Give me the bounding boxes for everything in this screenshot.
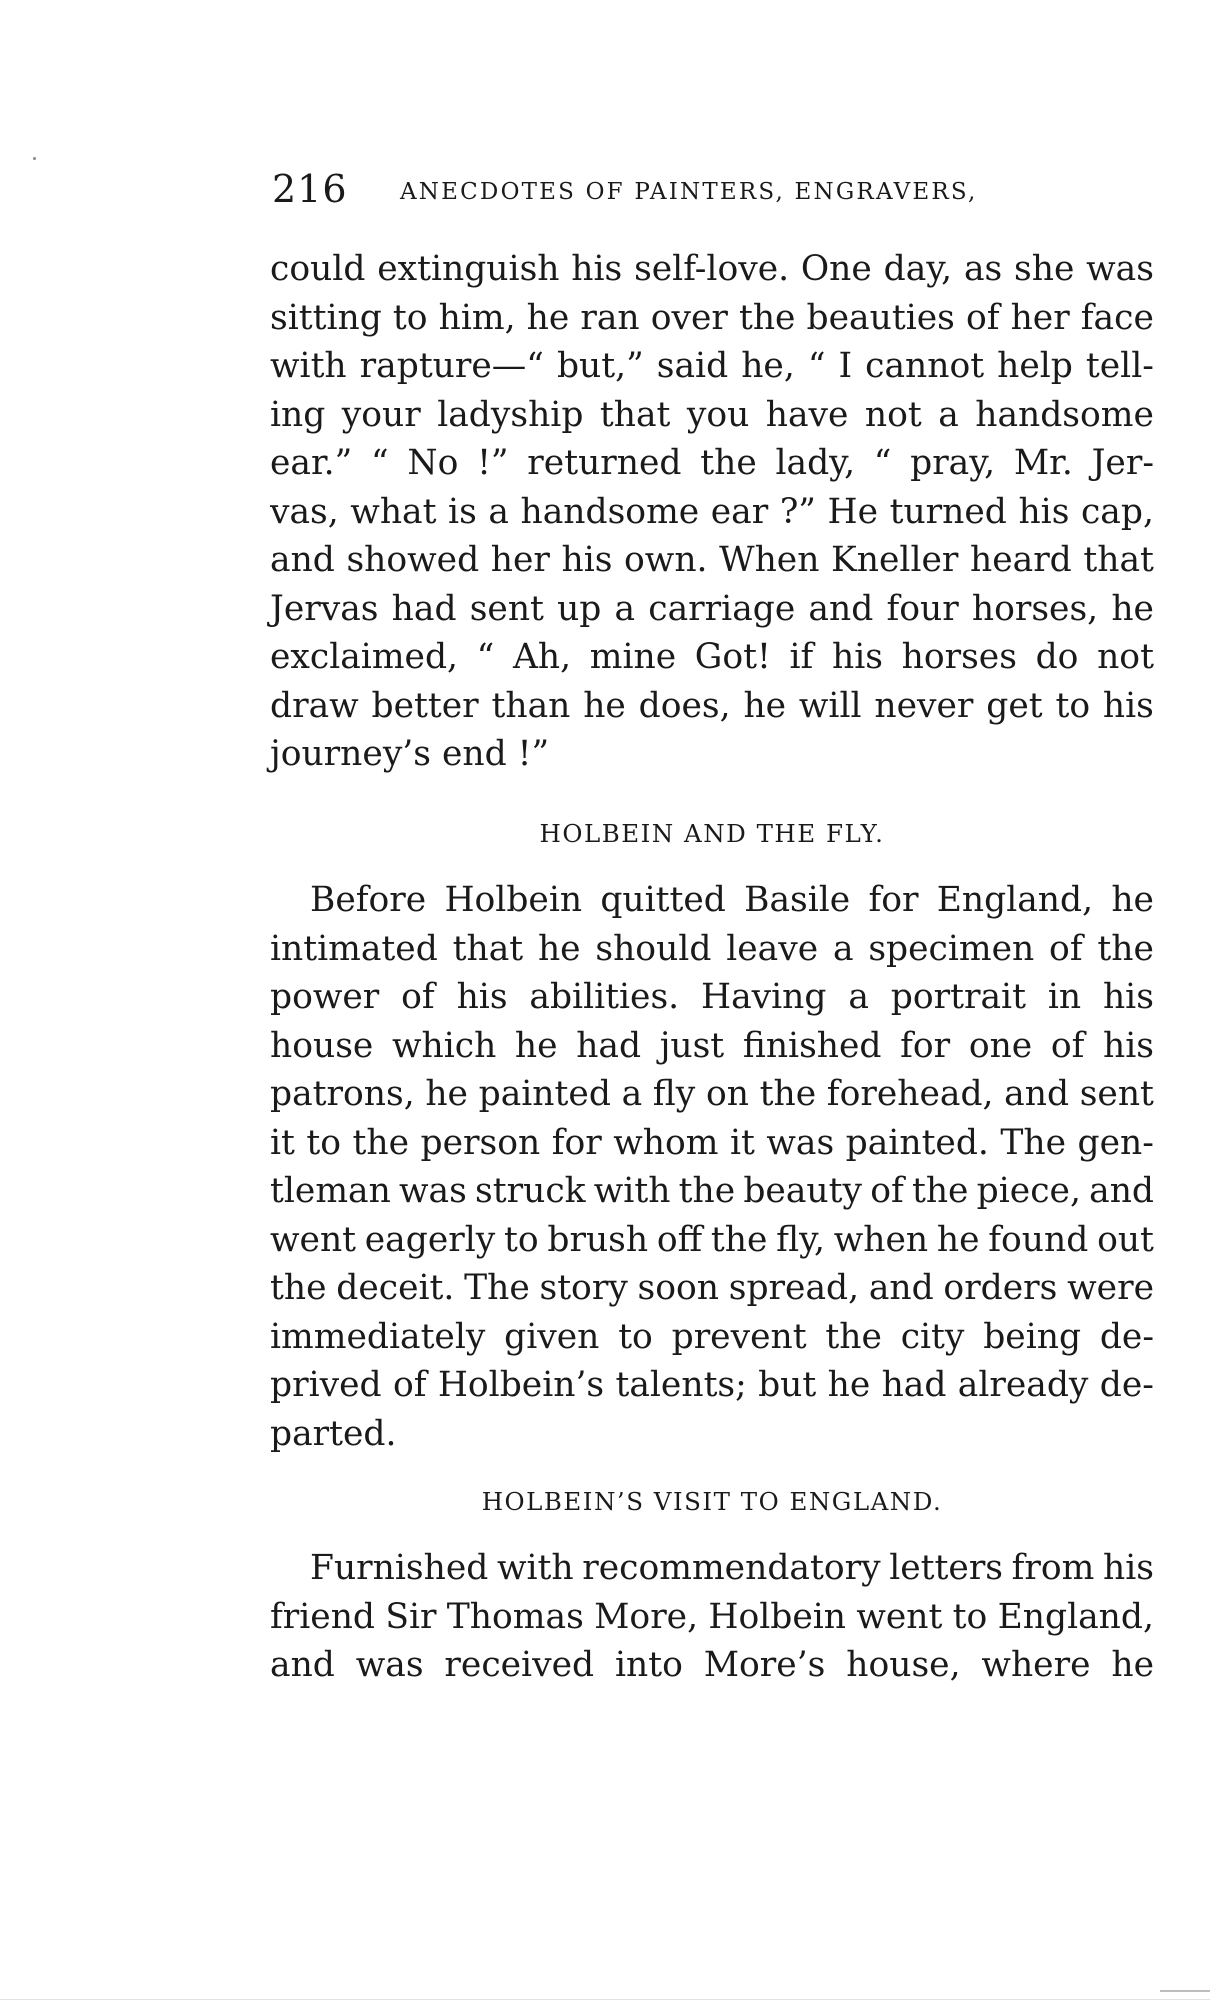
text-line: Before Holbein quitted Basile for England, he bbox=[310, 880, 1154, 920]
text-line: ear.” “ No !” returned the lady, “ pray, Mr. Jer- bbox=[270, 443, 1154, 483]
text-line: the deceit. The story soon spread, and orders were bbox=[270, 1268, 1154, 1308]
text-line: and was received into More’s house, where he bbox=[270, 1645, 1154, 1685]
page-edge-mark bbox=[1160, 1990, 1210, 1992]
page-number: 216 bbox=[272, 167, 348, 211]
text-line: patrons, he painted a fly on the forehead, and sent bbox=[270, 1074, 1154, 1114]
text-line: with rapture—“ but,” said he, “ I cannot help tell- bbox=[270, 346, 1154, 386]
text-line: power of his abilities. Having a portrait in his bbox=[270, 977, 1154, 1017]
text-line: intimated that he should leave a specimen of the bbox=[270, 928, 1154, 969]
running-head: ANECDOTES OF PAINTERS, ENGRAVERS, bbox=[400, 179, 978, 205]
text-line: went eagerly to brush off the fly, when he found out bbox=[270, 1219, 1154, 1260]
text-line: prived of Holbein’s talents; but he had already de- bbox=[270, 1365, 1154, 1405]
text-line: ing your ladyship that you have not a handsome bbox=[270, 394, 1154, 435]
text-line: exclaimed, “ Ah, mine Got! if his horses do not bbox=[270, 637, 1154, 677]
text-line: could extinguish his self-love. One day, as she was bbox=[270, 249, 1154, 289]
page-bottom-edge bbox=[0, 1999, 1210, 2000]
text-line: and showed her his own. When Kneller heard that bbox=[270, 540, 1154, 580]
text-line: immediately given to prevent the city being de- bbox=[270, 1316, 1154, 1357]
text-line: Jervas had sent up a carriage and four horses, he bbox=[270, 588, 1154, 629]
section-heading-holbein-and-the-fly: HOLBEIN AND THE FLY. bbox=[539, 819, 885, 848]
continued-paragraph bbox=[270, 245, 1154, 779]
text-line: draw better than he does, he will never get to his bbox=[270, 685, 1154, 726]
text-line: journey’s end !” bbox=[270, 734, 550, 774]
text-line: Furnished with recommendatory letters from his bbox=[310, 1548, 1154, 1588]
scan-speck bbox=[33, 157, 36, 160]
text-line: sitting to him, he ran over the beauties of her face bbox=[270, 297, 1154, 338]
paragraph-holbein-and-the-fly bbox=[270, 876, 1154, 1458]
paragraph-holbeins-visit bbox=[270, 1544, 1154, 1690]
text-line: vas, what is a handsome ear ?” He turned his cap, bbox=[270, 491, 1154, 532]
text-line: tleman was struck with the beauty of the piece, and bbox=[270, 1171, 1154, 1211]
section-heading-holbeins-visit: HOLBEIN’S VISIT TO ENGLAND. bbox=[481, 1487, 943, 1516]
page-header bbox=[272, 165, 1152, 215]
text-line: it to the person for whom it was painted. The gen- bbox=[270, 1122, 1154, 1163]
text-line: parted. bbox=[270, 1413, 397, 1454]
text-line: friend Sir Thomas More, Holbein went to England, bbox=[270, 1596, 1154, 1637]
text-line: house which he had just finished for one of his bbox=[270, 1025, 1154, 1066]
